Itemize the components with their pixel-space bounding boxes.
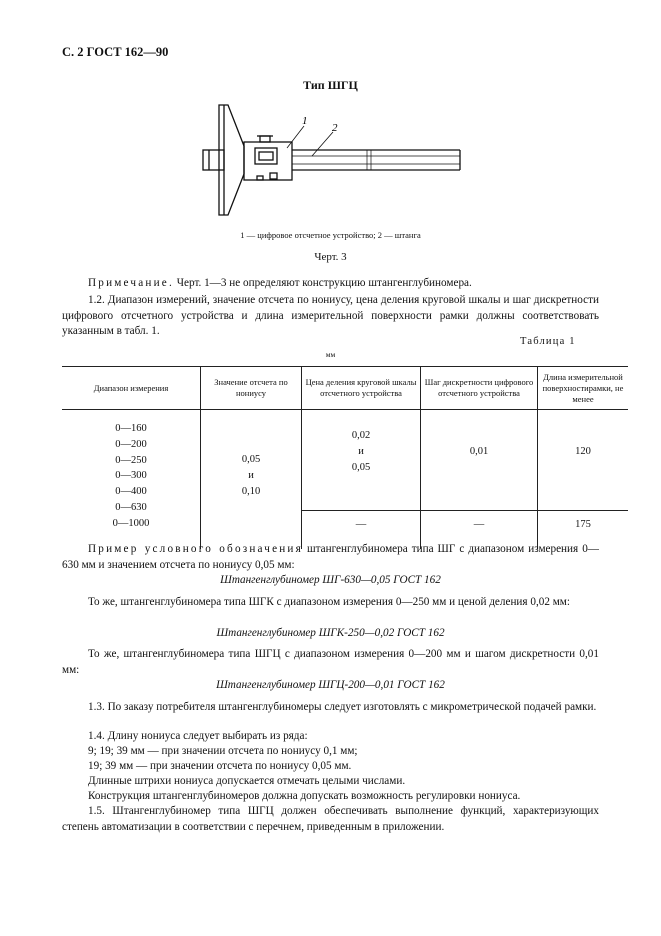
table-row: [62, 410, 628, 511]
range-value: 0—630: [115, 501, 147, 513]
vernier-value: 0,10: [241, 485, 261, 497]
page-header: С. 2 ГОСТ 162—90: [62, 45, 169, 59]
table-cell-dial: [302, 410, 421, 511]
figure-label-2: 2: [332, 122, 338, 134]
designation-1: Штангенглубиномер ШГ-630—0,05 ГОСТ 162: [220, 574, 441, 586]
designation-3: Штангенглубиномер ШГЦ-200—0,01 ГОСТ 162: [216, 679, 445, 691]
figure-label-1: 1: [302, 115, 308, 127]
paragraph-1-4-d-text: Конструкция штангенглубиномеров должна допускать возможность регулировки нониуса.: [88, 790, 521, 802]
paragraph-1-2: [62, 293, 599, 340]
figure-name: Черт. 3: [314, 251, 347, 263]
table-header-cell: Значение отсчета по нониусу: [201, 367, 302, 410]
range-value: 0—400: [115, 486, 147, 498]
range-value: 0—300: [115, 470, 147, 482]
example-paragraph: [62, 542, 599, 573]
note-paragraph: [62, 276, 599, 292]
dial-value: 0,02: [351, 430, 371, 441]
caliper-drawing: [195, 98, 470, 223]
table-1: [62, 366, 628, 549]
table-header-cell: Цена деления круговой шкалы отсчетного устройства: [302, 367, 421, 410]
paragraph-1-5-text: 1.5. Штангенглубиномер типа ШГЦ должен обеспечивать выполнение функций, характеризующих степень автоматизации в соответствии с перечнем, приведенным в приложении.: [62, 805, 599, 833]
example-paragraph-2: [62, 595, 599, 611]
range-value: 0—200: [115, 438, 147, 450]
table-cell-step: 0,01: [421, 410, 538, 511]
paragraph-1-3-text: 1.3. По заказу потребителя штангенглубиномеры следует изготовлять с микрометрической подачей рамки.: [88, 701, 597, 713]
paragraph-1-4-b-text: 19; 39 мм — при значении отсчета по нониусу 0,05 мм.: [88, 760, 352, 772]
table-unit: мм: [325, 350, 336, 359]
paragraph-1-4-a-text: 9; 19; 39 мм — при значении отсчета по нониусу 0,1 мм;: [88, 745, 358, 757]
dial-value: 0,05: [351, 461, 371, 473]
vernier-value: 0,05: [241, 454, 261, 465]
table-cell-dial: —: [302, 511, 421, 550]
paragraph-1-4-c-text: Длинные штрихи нониуса допускается отмечать целыми числами.: [88, 775, 406, 787]
paragraph-1-4-d: [62, 789, 599, 805]
table-cell-step: —: [421, 511, 538, 550]
note-text: Черт. 1—3 не определяют конструкцию штангенглубиномера.: [173, 277, 472, 289]
table-cell-length: 175: [538, 511, 629, 550]
table-cell-vernier: [201, 410, 302, 550]
paragraph-1-4: [62, 729, 599, 745]
paragraph-1-2-text: 1.2. Диапазон измерений, значение отсчета по нониусу, цена деления круговой шкалы и шаг дискретности цифрового отсчетного устройства и длина измерительной поверхности рамки должны соответствовать указанным в табл. 1.: [62, 294, 599, 337]
dial-value: и: [358, 445, 364, 457]
figure-title: Тип ШГЦ: [303, 78, 358, 92]
paragraph-1-5: [62, 804, 599, 835]
designation-2: Штангенглубиномер ШГК-250—0,02 ГОСТ 162: [216, 627, 445, 639]
example-text-2: То же, штангенглубиномера типа ШГК с диапазоном измерения 0—250 мм и ценой деления 0,02 мм:: [88, 596, 570, 608]
table-cell-length: 120: [538, 410, 629, 511]
range-value: 0—1000: [112, 517, 150, 529]
paragraph-1-4-a: [62, 744, 599, 760]
table-caption: Таблица 1: [520, 336, 576, 347]
figure-caption: 1 — цифровое отсчетное устройство; 2 — штанга: [240, 230, 421, 240]
example-text: штангенглубиномера типа ШГ с диапазоном измерения 0—630 мм и значением отсчета по нониусу 0,05 мм:: [62, 543, 599, 571]
table-cell-ranges: [62, 410, 201, 550]
table-header-cell: Длина измерительной поверхностирамки, не менее: [538, 367, 629, 410]
range-value: 0—250: [115, 454, 147, 466]
paragraph-1-4-b: [62, 759, 599, 775]
paragraph-1-3: [62, 700, 599, 716]
paragraph-1-4-text: 1.4. Длину нониуса следует выбирать из ряда:: [88, 730, 308, 742]
example-label: Пример условного обозначения: [88, 543, 303, 555]
table-header-cell: Шаг дискретности цифрового отсчетного устройства: [421, 367, 538, 410]
example-text-3: То же, штангенглубиномера типа ШГЦ с диапазоном измерения 0—200 мм и шагом дискретности 0,01 мм:: [62, 648, 599, 676]
range-value: 0—160: [115, 423, 147, 434]
table-header-cell: Диапазон измерения: [62, 367, 201, 410]
paragraph-1-4-c: [62, 774, 599, 790]
note-label: Примечание.: [88, 277, 174, 289]
example-paragraph-3: [62, 647, 599, 678]
vernier-value: и: [248, 469, 254, 481]
